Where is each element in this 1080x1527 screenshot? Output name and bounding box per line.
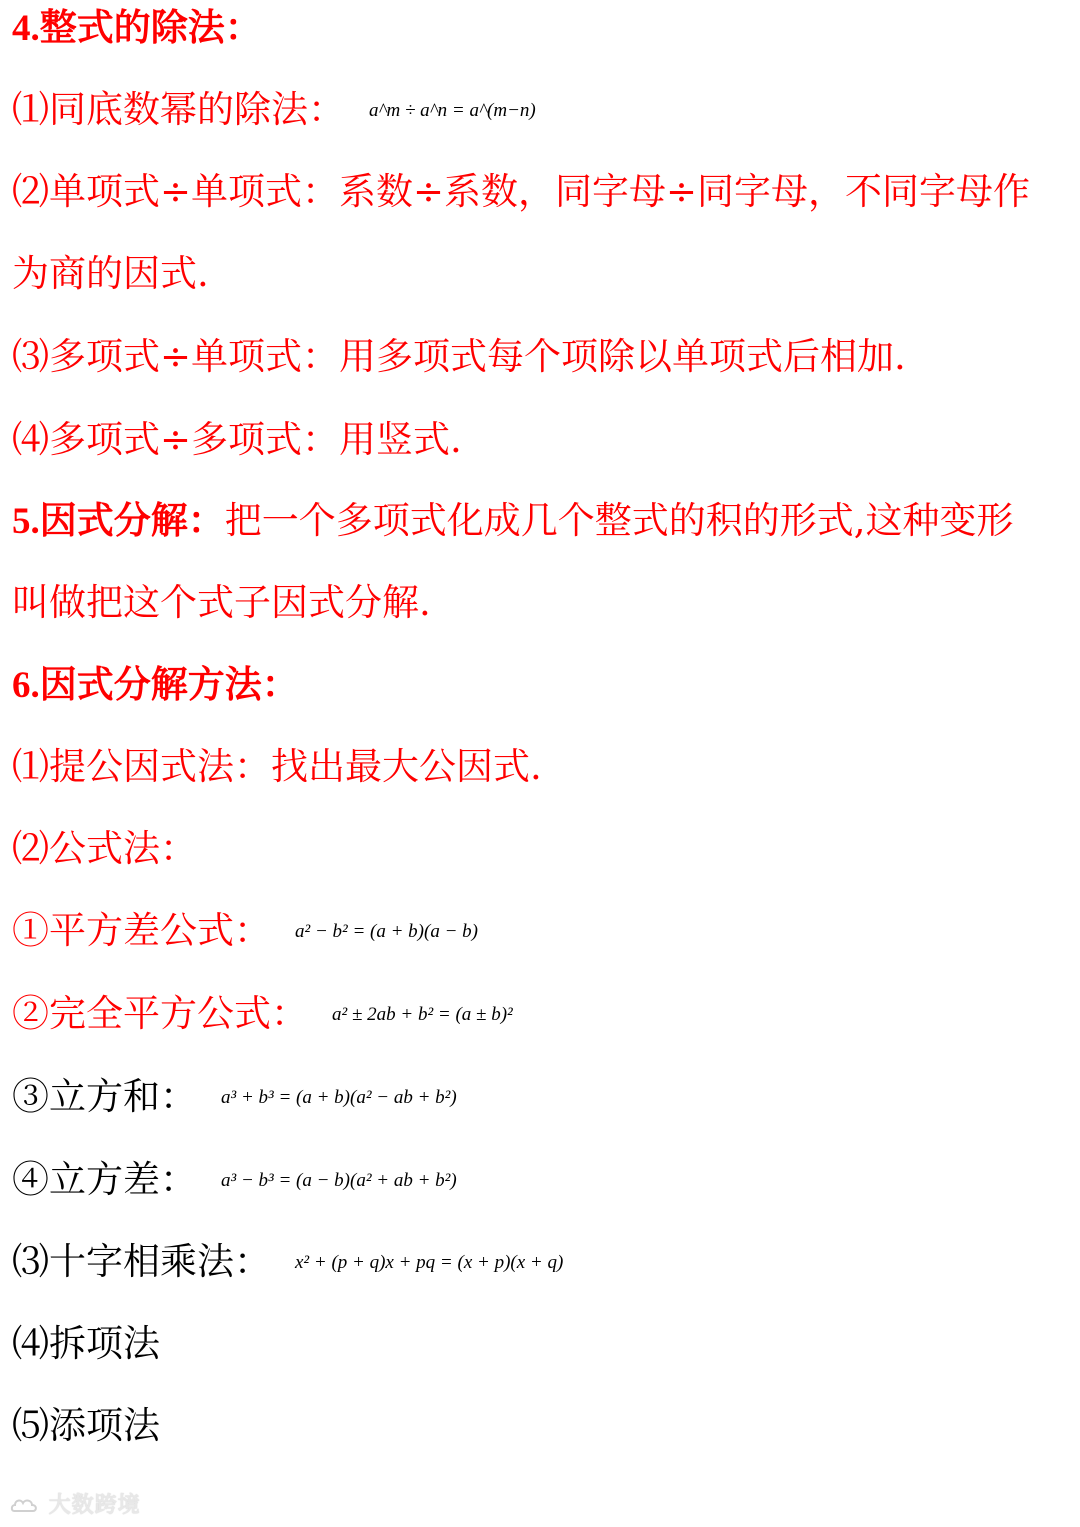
formula-label: ①平方差公式： bbox=[12, 909, 271, 952]
formula-4 bbox=[12, 1156, 457, 1211]
formula-2 bbox=[12, 990, 513, 1045]
formula-label: ③立方和： bbox=[12, 1075, 197, 1118]
formula-label: ②完全平方公式： bbox=[12, 992, 308, 1035]
section-6-4 bbox=[12, 1320, 160, 1368]
item-text: ⑸添项法 bbox=[12, 1404, 160, 1447]
formula-label: ④立方差： bbox=[12, 1158, 197, 1201]
section-6-1 bbox=[12, 743, 542, 791]
item-text: ⑶多项式÷单项式：用多项式每个项除以单项式后相加. bbox=[12, 335, 906, 378]
formula: a³ − b³ = (a − b)(a² + ab + b²) bbox=[221, 1170, 457, 1191]
section-6-3 bbox=[12, 1238, 563, 1293]
watermark bbox=[10, 1488, 141, 1519]
item-text: ⑴提公因式法：找出最大公因式. bbox=[12, 745, 542, 788]
section-4-1 bbox=[12, 86, 536, 141]
section-4-2-line2 bbox=[12, 250, 209, 298]
formula: a³ + b³ = (a + b)(a² − ab + b²) bbox=[221, 1087, 457, 1108]
item-text: ⑵单项式÷单项式：系数÷系数，同字母÷同字母，不同字母作 bbox=[12, 170, 1031, 213]
item-text: ⑷多项式÷多项式：用竖式. bbox=[12, 418, 462, 461]
heading-text: 6.因式分解方法： bbox=[12, 665, 299, 706]
formula: a^m ÷ a^n = a^(m−n) bbox=[369, 100, 536, 121]
item-text: ⑷拆项法 bbox=[12, 1322, 160, 1365]
item-label: ⑶十字相乘法： bbox=[12, 1240, 271, 1283]
paragraph-text: 把一个多项式化成几个整式的积的形式,这种变形 bbox=[224, 499, 1014, 542]
item-text: ⑵公式法： bbox=[12, 827, 197, 870]
section-6-2 bbox=[12, 825, 197, 873]
cloud-logo-icon bbox=[10, 1495, 40, 1517]
section-5-line2 bbox=[12, 579, 431, 627]
formula-3 bbox=[12, 1073, 457, 1128]
paragraph-text: 叫做把这个式子因式分解. bbox=[12, 581, 431, 624]
formula: a² ± 2ab + b² = (a ± b)² bbox=[332, 1004, 513, 1025]
formula: a² − b² = (a + b)(a − b) bbox=[295, 921, 478, 942]
section-6-heading bbox=[12, 661, 299, 710]
section-4-4 bbox=[12, 416, 462, 464]
watermark-text: 大数跨境 bbox=[48, 1493, 141, 1518]
section-5-line1 bbox=[12, 497, 1014, 546]
heading-text: 5.因式分解： bbox=[12, 501, 225, 542]
section-4-2-line1 bbox=[12, 168, 1030, 216]
section-4-heading bbox=[12, 4, 262, 53]
formula-1 bbox=[12, 907, 478, 962]
heading-text: 4.整式的除法： bbox=[12, 8, 262, 49]
formula: x² + (p + q)x + pq = (x + p)(x + q) bbox=[295, 1252, 564, 1273]
item-text: 为商的因式. bbox=[12, 252, 209, 295]
section-4-3 bbox=[12, 333, 906, 381]
item-label: ⑴同底数幂的除法： bbox=[12, 88, 345, 131]
section-6-5 bbox=[12, 1402, 160, 1450]
